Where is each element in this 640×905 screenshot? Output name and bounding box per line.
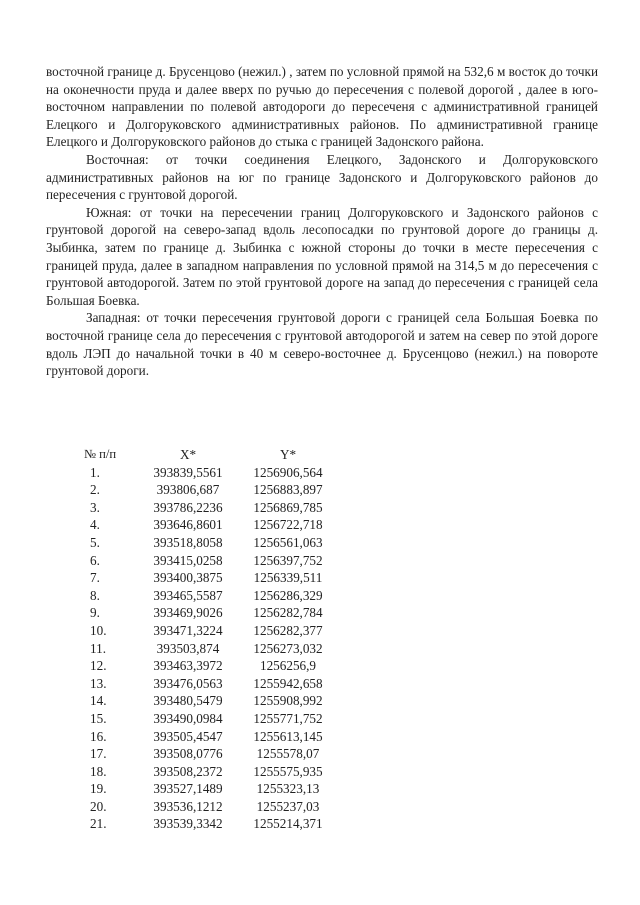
cell-y: 1255323,13 — [256, 781, 320, 797]
cell-number: 4. — [90, 517, 100, 533]
cell-number: 7. — [90, 570, 100, 586]
cell-y: 1255771,752 — [253, 710, 323, 726]
table-row — [84, 499, 338, 517]
header-number: № п/п — [84, 447, 117, 461]
cell-x: 393806,687 — [156, 482, 220, 498]
boundary-description — [46, 63, 598, 380]
cell-x: 393503,874 — [156, 640, 220, 656]
cell-number: 13. — [90, 675, 107, 691]
cell-number: 14. — [90, 693, 107, 709]
cell-y: 1256282,784 — [253, 605, 323, 621]
cell-y: 1255613,145 — [253, 728, 323, 744]
table-row — [84, 587, 338, 605]
cell-number: 9. — [90, 605, 100, 621]
cell-y: 1256273,032 — [253, 640, 323, 656]
cell-y: 1256256,9 — [259, 658, 317, 674]
table-row — [84, 763, 338, 781]
table-row — [84, 780, 338, 798]
table-row — [84, 710, 338, 728]
table-row — [84, 622, 338, 640]
table-row — [84, 657, 338, 675]
cell-number: 15. — [90, 710, 107, 726]
cell-number: 6. — [90, 552, 100, 568]
cell-x: 393465,5587 — [153, 587, 223, 603]
cell-y: 1256286,329 — [253, 587, 323, 603]
cell-x: 393539,3342 — [153, 816, 223, 832]
cell-x: 393400,3875 — [153, 570, 223, 586]
paragraph-north-continuation: восточной границе д. Брусенцово (нежил.) , затем по условной прямой на 532,6 м восток до точки на оконечности пруда и далее вверх по ручью до пересечения с полевой дорогой , далее в юго-восточном направлении по полевой автодороги до пересеченя с административной границей Елецкого и Долгоруковского административных районов. По административной границе Елецкого и Долгоруковского районов до стыка с границей Задонского района. — [46, 64, 598, 150]
cell-number: 21. — [90, 816, 107, 832]
table-row — [84, 675, 338, 693]
table-row — [84, 728, 338, 746]
cell-number: 11. — [90, 640, 106, 656]
cell-y: 1256906,564 — [253, 464, 323, 480]
cell-y: 1255942,658 — [253, 675, 323, 691]
table-row — [84, 798, 338, 816]
cell-x: 393490,0984 — [153, 710, 223, 726]
cell-y: 1255237,03 — [256, 798, 320, 814]
table-row — [84, 604, 338, 622]
coordinates-table — [84, 446, 338, 833]
table-row — [84, 516, 338, 534]
cell-x: 393476,0563 — [153, 675, 223, 691]
cell-y: 1255575,935 — [253, 763, 323, 779]
paragraph-west-boundary: Западная: от точки пересечения грунтовой дороги с границей села Большая Боевка по восточной границе села до пересечения с грунтовой автодорогой и затем на север по этой дороге вдоль ЛЭП до начальной точки в 40 м северо-восточнее д. Брусенцово (нежил.) на повороте грунтовой дороги. — [46, 310, 598, 379]
cell-y: 1256722,718 — [253, 517, 323, 533]
cell-x: 393646,8601 — [153, 517, 223, 533]
header-y: Y* — [279, 447, 297, 462]
cell-number: 3. — [90, 499, 100, 515]
table-row — [84, 481, 338, 499]
cell-y: 1255578,07 — [256, 746, 320, 762]
cell-x: 393518,8058 — [153, 534, 223, 550]
cell-number: 8. — [90, 587, 100, 603]
cell-x: 393508,2372 — [153, 763, 223, 779]
table-header-row — [84, 446, 338, 464]
table-row — [84, 640, 338, 658]
table-row — [84, 464, 338, 482]
cell-y: 1256282,377 — [253, 622, 323, 638]
cell-y: 1256561,063 — [253, 534, 323, 550]
cell-x: 393839,5561 — [153, 464, 223, 480]
cell-x: 393536,1212 — [153, 798, 223, 814]
table-row — [84, 692, 338, 710]
cell-number: 16. — [90, 728, 107, 744]
cell-number: 17. — [90, 746, 107, 762]
cell-y: 1256883,897 — [253, 482, 323, 498]
paragraph-east-boundary: Восточная: от точки соединения Елецкого, Задонского и Долгоруковского административных районов на юг по границе Задонского и Долгоруковского районов до пересечения с грунтовой дорогой. — [46, 151, 598, 203]
cell-x: 393471,3224 — [153, 622, 223, 638]
cell-y: 1256397,752 — [253, 552, 323, 568]
table-row — [84, 745, 338, 763]
cell-y: 1256869,785 — [253, 499, 323, 515]
cell-x: 393415,0258 — [153, 552, 223, 568]
cell-number: 18. — [90, 763, 107, 779]
cell-number: 1. — [90, 464, 100, 480]
cell-number: 2. — [90, 482, 100, 498]
cell-number: 20. — [90, 798, 107, 814]
cell-x: 393463,3972 — [153, 658, 223, 674]
cell-x: 393505,4547 — [153, 728, 223, 744]
table-row — [84, 569, 338, 587]
cell-number: 10. — [90, 622, 107, 638]
paragraph-south-boundary: Южная: от точки на пересечении границ Долгоруковского и Задонского районов с грунтовой дорогой на северо-запад вдоль лесопосадки по грунтовой дороге до границы д. Зыбинка, затем по границе д. Зыбинка с южной стороны до точки в месте пересечения с границей пруда, далее в западном направления по условной прямой на 314,5 м до пересечения с грунтовой автодорогой. Затем по этой грунтовой дороге на запад до пересечения с границей села Большая Боевка. — [46, 204, 598, 308]
cell-x: 393786,2236 — [153, 499, 223, 515]
cell-y: 1255214,371 — [253, 816, 323, 832]
cell-x: 393527,1489 — [153, 781, 223, 797]
cell-number: 12. — [90, 658, 107, 674]
cell-number: 5. — [90, 534, 100, 550]
cell-y: 1256339,511 — [253, 570, 323, 586]
header-x: X* — [179, 447, 197, 462]
cell-y: 1255908,992 — [253, 693, 323, 709]
cell-number: 19. — [90, 781, 107, 797]
cell-x: 393480,5479 — [153, 693, 223, 709]
table-body — [84, 464, 338, 833]
cell-x: 393469,9026 — [153, 605, 223, 621]
table-row — [84, 815, 338, 833]
cell-x: 393508,0776 — [153, 746, 223, 762]
table-row — [84, 534, 338, 552]
table-row — [84, 552, 338, 570]
